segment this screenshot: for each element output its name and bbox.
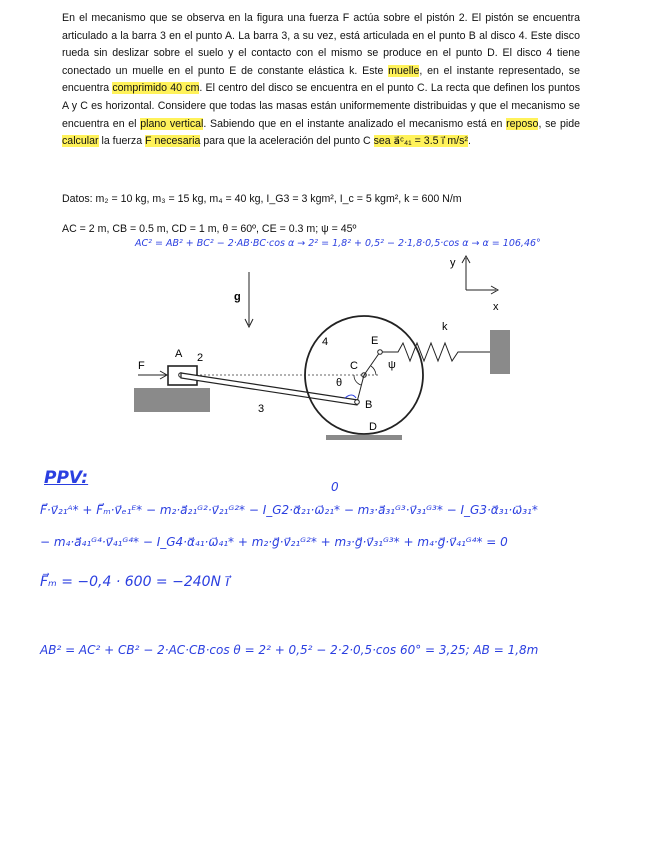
- highlight-f-necesaria: F necesaria: [145, 135, 201, 148]
- axes-icon: [462, 256, 498, 294]
- statement-part: , en el instante representado, se encuentra: [62, 64, 580, 95]
- gravity-arrow-icon: [245, 272, 253, 327]
- piston-base: [134, 388, 210, 412]
- handwritten-zero-mark: 0: [331, 480, 339, 494]
- data-values: Datos: m₂ = 10 kg, m₃ = 15 kg, m₄ = 40 kg, I_G3 = 3 kgm², I_c = 5 kgm², k = 600 N/m: [62, 193, 462, 205]
- statement-part: .: [467, 135, 471, 148]
- gravity-label: g: [234, 291, 241, 303]
- handwritten-spring-force: F⃗ₘ = −0,4 · 600 = −240N i⃗: [40, 574, 230, 590]
- handwritten-equation-1: F⃗·v⃗₂₁ᴬ* + F⃗ₘ·v⃗ₑ₁ᴱ* − m₂·a⃗₂₁ᴳ²·v⃗₂₁ᴳ²* − I_G2·α⃗₂₁·ω⃗₂₁* − m₃·a⃗₃₁ᴳ³·v⃗₃₁ᴳ³* − I_G3·α⃗₃₁·ω⃗₃₁*: [40, 503, 538, 517]
- highlight-acceleration: sea a⃗ᶜ₄₁ = 3.5 i⃗ m/s²: [373, 135, 468, 148]
- label-bar-number: 3: [258, 403, 265, 415]
- highlight-plano-vertical: plano vertical: [140, 117, 204, 130]
- handwritten-equation-2: − m₄·a⃗₄₁ᴳ⁴·v⃗₄₁ᴳ⁴* − I_G4·α⃗₄₁·ω⃗₄₁* + m₂·g⃗·v⃗₂₁ᴳ²* + m₃·g⃗·v⃗₃₁ᴳ³* + m₄·g⃗·v⃗₄₁ᴳ⁴* = 0: [40, 535, 508, 549]
- label-e: E: [371, 335, 379, 347]
- statement-part: , se pide: [538, 117, 581, 130]
- highlight-reposo: reposo: [506, 117, 539, 130]
- label-psi: ψ: [388, 359, 396, 371]
- alpha-arc: [345, 395, 356, 398]
- ground: [326, 435, 402, 440]
- statement-part: . El centro del disco se encuentra en el punto C. La recta que definen los puntos A y C es horizontal. Considere que todas las masas están uniformemente distribuidas y que el mecanismo se encuentra en el: [62, 82, 580, 130]
- joint-b: [355, 400, 360, 405]
- spring: [382, 343, 490, 361]
- highlight-comprimido: comprimido 40 cm: [112, 82, 200, 95]
- label-piston-number: 2: [197, 352, 204, 364]
- handwritten-cosine-law: AC² = AB² + BC² − 2·AB·BC·cos α → 2² = 1,8² + 0,5² − 2·1,8·0,5·cos α → α = 106,46°: [135, 238, 541, 249]
- label-k: k: [442, 321, 448, 333]
- line-cb: [357, 375, 364, 402]
- label-theta: θ: [336, 377, 343, 389]
- axis-y-label: y: [450, 257, 456, 269]
- axis-x-label: x: [493, 301, 499, 313]
- psi-arc: [371, 366, 376, 375]
- theta-arc: [354, 375, 361, 385]
- label-d: D: [369, 421, 377, 433]
- force-arrow-icon: [138, 371, 167, 379]
- statement-part: la fuerza: [98, 135, 146, 148]
- handwritten-ab-length: AB² = AC² + CB² − 2·AC·CB·cos θ = 2² + 0,5² − 2·2·0,5·cos 60° = 3,25; AB = 1,8m: [40, 643, 539, 657]
- label-a: A: [175, 348, 183, 360]
- label-disk-number: 4: [322, 336, 329, 348]
- line-ce: [364, 352, 380, 375]
- statement-part: . Sabiendo que en el instante analizado el mecanismo está en: [203, 117, 507, 130]
- joint-e: [378, 350, 383, 355]
- statement-part: En el mecanismo que se observa en la figura una fuerza F actúa sobre el pistón 2. El pistón se encuentra articulado a la barra 3 en el punto A. La barra 3, a su vez, está articulada en el punto B al disco 4. Este disco rueda sin deslizar sobre el suelo y el contacto con el mismo se produce en el punto D. El disco 4 tiene conectado un muelle en el punto E de constante elástica k. Este: [62, 12, 580, 77]
- highlight-calcular: calcular: [62, 135, 99, 148]
- label-b: B: [365, 399, 373, 411]
- highlight-muelle: muelle: [388, 64, 420, 77]
- wall: [490, 330, 510, 374]
- label-c: C: [350, 360, 358, 372]
- geometry-values: AC = 2 m, CB = 0.5 m, CD = 1 m, θ = 60º, CE = 0.3 m; ψ = 45º: [62, 223, 357, 235]
- ppv-heading: PPV:: [44, 468, 89, 488]
- label-f: F: [138, 360, 145, 372]
- statement-part: para que la aceleración del punto C: [200, 135, 374, 148]
